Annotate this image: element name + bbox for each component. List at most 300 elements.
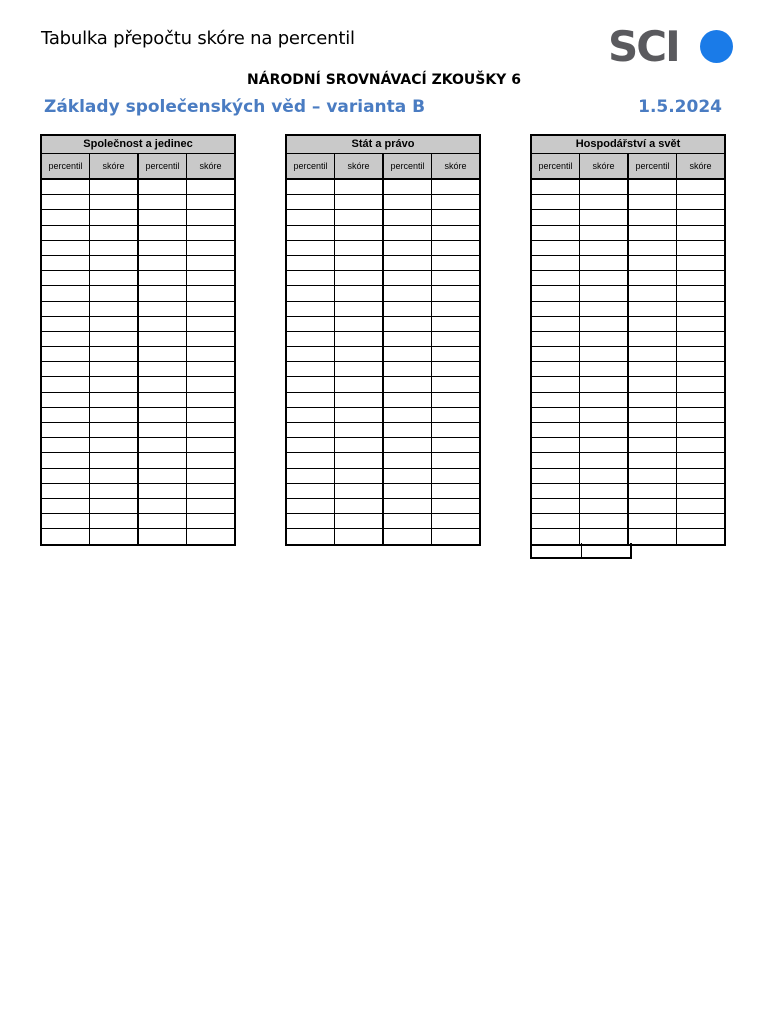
table-cell [90,317,139,331]
table-cell [287,408,335,422]
table-cell [42,423,90,437]
table-cell [139,332,187,346]
table-cell [42,180,90,194]
table-cell [432,332,479,346]
table-cell [532,484,580,498]
table-cell [432,393,479,407]
table-cell [580,226,629,240]
table-cell [629,423,677,437]
table-cell [42,408,90,422]
table-cell [187,180,234,194]
table-cell [187,302,234,316]
table-cell [287,302,335,316]
table-cell [384,484,432,498]
table-cell [432,529,479,543]
table-row [287,484,479,499]
table-row [287,241,479,256]
table-cell [187,484,234,498]
table-cell [42,529,90,543]
table-row [532,529,724,543]
table-cell [42,210,90,224]
table-cell [90,514,139,528]
table-row [42,453,234,468]
table-row [532,514,724,529]
table-cell [90,529,139,543]
table-cell [432,195,479,209]
exam-name: NÁRODNÍ SROVNÁVACÍ ZKOUŠKY 6 [247,72,521,88]
table-cell [580,438,629,452]
table-cell [287,362,335,376]
table-row [287,438,479,453]
table-cell [532,256,580,270]
table-row [42,362,234,377]
table-row [532,408,724,423]
table-cell [384,393,432,407]
table-cell [287,271,335,285]
table-cell [335,499,384,513]
table-cell [139,256,187,270]
table-cell [384,195,432,209]
table-cell [139,347,187,361]
table-cell [90,499,139,513]
table-cell [287,377,335,391]
table-cell [384,529,432,543]
table-cell [335,241,384,255]
table-cell [432,271,479,285]
table-row [42,347,234,362]
table-cell [629,195,677,209]
table-column-headers [530,154,726,180]
table-title: Společnost a jedinec [40,134,236,154]
table-row [42,484,234,499]
table-cell [139,210,187,224]
table-cell [139,180,187,194]
table-cell [432,241,479,255]
table-cell [287,393,335,407]
table-cell [90,408,139,422]
table-cell [580,271,629,285]
table-cell [139,499,187,513]
table-cell [432,362,479,376]
table-cell [532,271,580,285]
table-row [287,317,479,332]
table-cell [139,453,187,467]
table-cell [384,241,432,255]
table-cell [335,302,384,316]
table-cell [187,393,234,407]
table-cell [677,408,724,422]
table-cell [532,499,580,513]
table-cell [335,514,384,528]
table-cell [629,438,677,452]
column-header: percentil [629,154,677,180]
table-cell [384,317,432,331]
table-cell [432,286,479,300]
table-cell [384,408,432,422]
table-cell [90,332,139,346]
table-cell [139,423,187,437]
table-cell [139,286,187,300]
table-cell [90,195,139,209]
table-cell [629,210,677,224]
table-cell [677,210,724,224]
table-cell [187,226,234,240]
table-row [287,302,479,317]
table-cell [187,347,234,361]
table-cell [580,332,629,346]
table-cell [629,256,677,270]
table-cell [287,453,335,467]
table-cell [677,195,724,209]
table-row [532,226,724,241]
table-cell [287,438,335,452]
table-cell [90,393,139,407]
logo-text: SCI [608,22,679,71]
table-cell [42,256,90,270]
table-cell [532,347,580,361]
table-cell [90,241,139,255]
table-cell [582,543,631,557]
table-cell [335,377,384,391]
table-cell [580,499,629,513]
table-cell [384,286,432,300]
table-cell [580,423,629,437]
table-cell [187,469,234,483]
column-header: skóre [335,154,384,180]
table-row [532,256,724,271]
table-cell [384,499,432,513]
table-row [42,377,234,392]
table-row [42,241,234,256]
table-row [42,226,234,241]
table-cell [90,362,139,376]
table-cell [42,377,90,391]
table-cell [432,469,479,483]
table-cell [384,226,432,240]
table-cell [90,484,139,498]
table-cell [432,484,479,498]
table-cell [677,423,724,437]
table-cell [187,362,234,376]
table-row [287,271,479,286]
table-cell [629,286,677,300]
table-body [40,180,236,546]
table-cell [532,377,580,391]
table-cell [335,408,384,422]
table-cell [287,241,335,255]
table-row [287,347,479,362]
table-cell [187,514,234,528]
column-header: skóre [432,154,479,180]
table-cell [42,499,90,513]
table-cell [580,347,629,361]
table-cell [532,453,580,467]
table-cell [532,543,582,557]
table-cell [677,438,724,452]
table-row [532,302,724,317]
table-cell [42,393,90,407]
scio-logo [608,22,732,71]
table-row [287,393,479,408]
table-cell [580,408,629,422]
table-cell [139,195,187,209]
table-cell [42,332,90,346]
table-cell [532,195,580,209]
table-cell [287,423,335,437]
table-row [532,241,724,256]
table-cell [677,286,724,300]
table-cell [335,484,384,498]
table-cell [629,347,677,361]
table-cell [580,241,629,255]
table-cell [187,377,234,391]
table-row [42,529,234,543]
table-cell [384,453,432,467]
table-cell [677,256,724,270]
table-cell [42,271,90,285]
table-cell [335,423,384,437]
table-cell [287,210,335,224]
table-cell [384,271,432,285]
table-row [287,499,479,514]
table-cell [335,317,384,331]
table-cell [42,286,90,300]
table-cell [677,226,724,240]
table-cell [139,362,187,376]
table-cell [384,377,432,391]
table-cell [335,529,384,543]
table-cell [187,210,234,224]
table-cell [187,241,234,255]
table-cell [432,438,479,452]
table-row [532,332,724,347]
table-cell [187,499,234,513]
table-cell [90,377,139,391]
table-cell [42,453,90,467]
table-row [42,180,234,195]
table-cell [677,514,724,528]
table-row [532,453,724,468]
table-cell [629,302,677,316]
table-row [532,469,724,484]
column-header: skóre [187,154,234,180]
table-cell [580,256,629,270]
table-cell [139,529,187,543]
table-cell [532,469,580,483]
table-cell [677,484,724,498]
table-cell [287,484,335,498]
table-row [42,271,234,286]
table-cell [580,362,629,376]
table-row [42,332,234,347]
table-cell [580,529,629,543]
table-hospodarstvi-a-svet [530,134,726,546]
table-cell [287,317,335,331]
table-cell [42,317,90,331]
table-cell [580,393,629,407]
table-row [287,256,479,271]
table-cell [677,302,724,316]
table-row [532,484,724,499]
table-cell [677,453,724,467]
table-cell [384,256,432,270]
table-cell [432,180,479,194]
table-cell [384,347,432,361]
table-cell [384,210,432,224]
table-cell [384,514,432,528]
table-cell [187,317,234,331]
table-cell [187,332,234,346]
table-cell [532,408,580,422]
table-cell [432,423,479,437]
table-row [287,423,479,438]
table-cell [432,302,479,316]
table-row [287,514,479,529]
table-cell [187,529,234,543]
table-title: Hospodářství a svět [530,134,726,154]
table-row [532,210,724,225]
table-cell [432,453,479,467]
table-row [532,195,724,210]
table-cell [580,484,629,498]
table-cell [580,180,629,194]
table-cell [629,499,677,513]
table-cell [532,317,580,331]
table-cell [42,302,90,316]
table-cell [629,180,677,194]
table-cell [42,347,90,361]
table-cell [432,226,479,240]
table-row [532,362,724,377]
table-cell [432,317,479,331]
table-cell [287,499,335,513]
table-cell [187,408,234,422]
table-cell [532,332,580,346]
table-cell [335,195,384,209]
table-cell [335,210,384,224]
table-cell [287,332,335,346]
table-cell [287,256,335,270]
table-cell [139,484,187,498]
table-row [532,377,724,392]
table-cell [139,393,187,407]
table-cell [139,241,187,255]
table-row [42,195,234,210]
table-row [287,408,479,423]
table-cell [335,469,384,483]
table-cell [629,377,677,391]
table-cell [90,226,139,240]
table-title: Stát a právo [285,134,481,154]
table-cell [629,529,677,543]
table-cell [335,347,384,361]
table-row [42,499,234,514]
table-cell [384,180,432,194]
table-row [42,514,234,529]
table-row [287,362,479,377]
subject-title: Základy společenských věd – varianta B [44,97,426,117]
table-row [42,469,234,484]
table-cell [532,514,580,528]
table-cell [90,286,139,300]
table-cell [42,484,90,498]
table-cell [287,195,335,209]
table-cell [677,271,724,285]
table-row [287,180,479,195]
table-cell [42,226,90,240]
exam-date: 1.5.2024 [638,97,722,117]
column-header: percentil [384,154,432,180]
table-row [42,438,234,453]
table-cell [580,469,629,483]
table-cell [335,226,384,240]
table-cell [532,423,580,437]
table-cell [629,514,677,528]
table-column-headers [40,154,236,180]
table-extra-rows [530,543,632,559]
table-cell [287,180,335,194]
table-cell [287,286,335,300]
table-cell [287,469,335,483]
table-cell [629,362,677,376]
table-cell [42,241,90,255]
table-row [532,271,724,286]
table-cell [384,469,432,483]
table-cell [580,286,629,300]
table-cell [42,514,90,528]
table-cell [187,195,234,209]
table-cell [532,438,580,452]
table-cell [532,529,580,543]
table-cell [580,317,629,331]
table-cell [629,453,677,467]
table-cell [432,256,479,270]
document-title: Tabulka přepočtu skóre na percentil [41,28,355,49]
table-cell [90,423,139,437]
table-cell [139,226,187,240]
table-cell [629,332,677,346]
table-cell [335,453,384,467]
table-cell [580,302,629,316]
table-row [42,317,234,332]
table-cell [677,377,724,391]
table-cell [335,393,384,407]
table-cell [580,210,629,224]
table-cell [187,256,234,270]
table-cell [677,393,724,407]
table-cell [432,347,479,361]
table-cell [90,256,139,270]
column-header: skóre [677,154,724,180]
table-body [285,180,481,546]
column-header: percentil [287,154,335,180]
table-cell [532,226,580,240]
logo-dot-icon [700,30,733,63]
table-cell [532,286,580,300]
table-cell [335,271,384,285]
table-cell [90,347,139,361]
table-cell [335,332,384,346]
table-cell [187,423,234,437]
table-row [287,286,479,301]
table-row [42,286,234,301]
table-cell [532,302,580,316]
table-cell [335,256,384,270]
table-cell [335,438,384,452]
table-cell [384,332,432,346]
table-cell [335,286,384,300]
table-row [42,423,234,438]
